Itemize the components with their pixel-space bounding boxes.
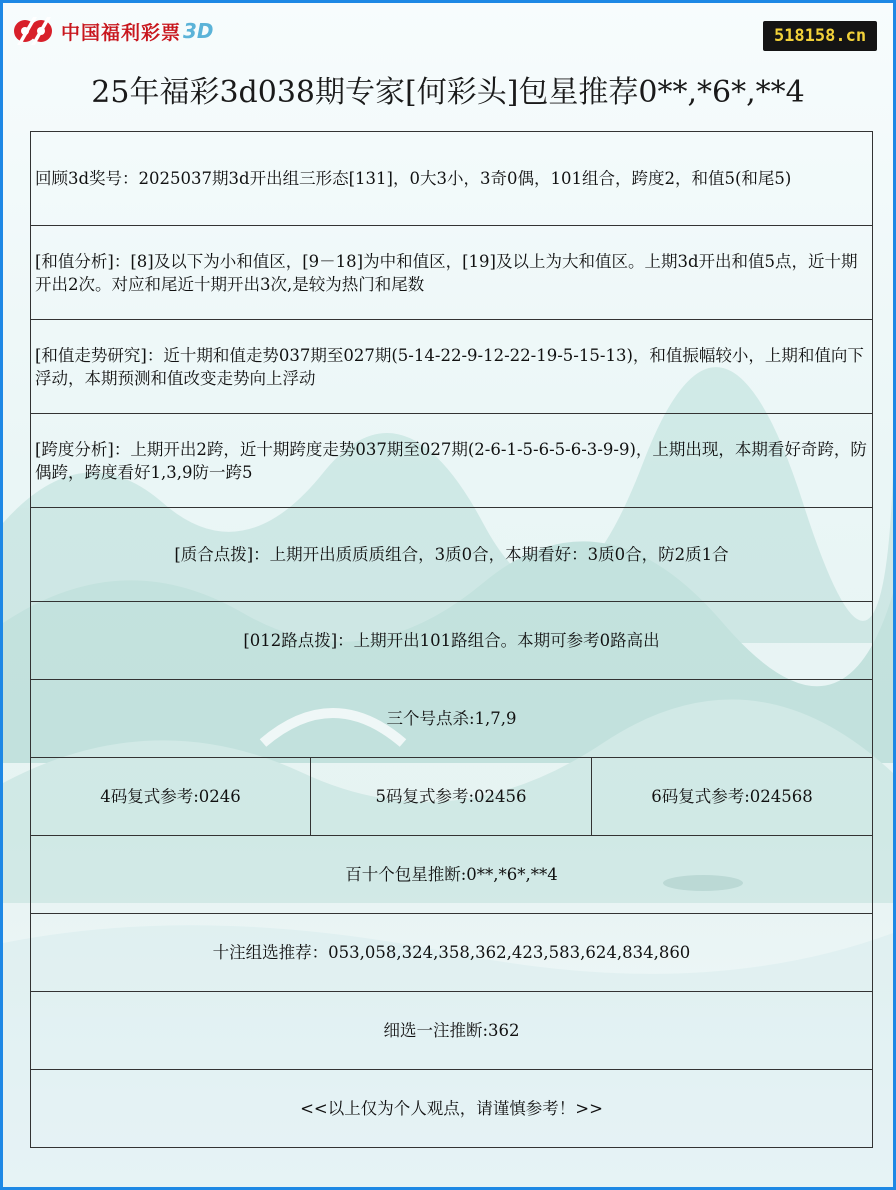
table-row	[31, 132, 873, 226]
kill-numbers-cell: 三个号点杀:1,7,9	[31, 680, 873, 758]
table-row	[31, 320, 873, 414]
header	[3, 3, 893, 63]
table-row	[31, 226, 873, 320]
sum-analysis-cell: [和值分析]：[8]及以下为小和值区，[9－18]为中和值区，[19]及以上为大和值区。上期3d开出和值5点，近十期开出2次。对应和尾近十期开出3次,是较为热门和尾数	[31, 226, 873, 320]
route-012-cell: [012路点拨]：上期开出101路组合。本期可参考0路高出	[31, 602, 873, 680]
table-row	[31, 992, 873, 1070]
position-star-cell: 百十个包星推断:0**,*6*,**4	[31, 836, 873, 914]
table-row	[31, 914, 873, 992]
combo6-cell: 6码复式参考:024568	[592, 758, 873, 836]
table-row	[31, 602, 873, 680]
page-title: 25年福彩3d038期专家[何彩头]包星推荐0**,*6*,**4	[91, 75, 805, 110]
table-row	[31, 836, 873, 914]
disclaimer-cell: <<以上仅为个人观点，请谨慎参考！>>	[31, 1070, 873, 1148]
logo-text: 中国福利彩票	[61, 21, 182, 44]
ten-groups-cell: 十注组选推荐：053,058,324,358,362,423,583,624,834,860	[31, 914, 873, 992]
logo-3d: 3D	[183, 19, 214, 43]
site-badge[interactable]: 518158.cn	[763, 21, 877, 51]
table-row	[31, 758, 873, 836]
welfare-lottery-logo-icon	[11, 11, 57, 51]
prime-composite-cell: [质合点拨]：上期开出质质质组合，3质0合，本期看好：3质0合，防2质1合	[31, 508, 873, 602]
review-cell: 回顾3d奖号：2025037期3d开出组三形态[131]，0大3小，3奇0偶，101组合，跨度2，和值5(和尾5)	[31, 132, 873, 226]
forecast-table	[30, 131, 873, 1148]
table-row	[31, 680, 873, 758]
sum-trend-cell: [和值走势研究]：近十期和值走势037期至027期(5-14-22-9-12-22-19-5-15-13)，和值振幅较小，上期和值向下浮动，本期预测和值改变走势向上浮动	[31, 320, 873, 414]
span-analysis-cell: [跨度分析]：上期开出2跨，近十期跨度走势037期至027期(2-6-1-5-6-5-6-3-9-9)，上期出现，本期看好奇跨，防偶跨，跨度看好1,3,9防一跨5	[31, 414, 873, 508]
table-row	[31, 508, 873, 602]
table-row	[31, 1070, 873, 1148]
single-pick-cell: 细选一注推断:362	[31, 992, 873, 1070]
combo4-cell: 4码复式参考:0246	[31, 758, 311, 836]
combo5-cell: 5码复式参考:02456	[311, 758, 592, 836]
lottery-logo	[11, 11, 214, 51]
table-row	[31, 414, 873, 508]
